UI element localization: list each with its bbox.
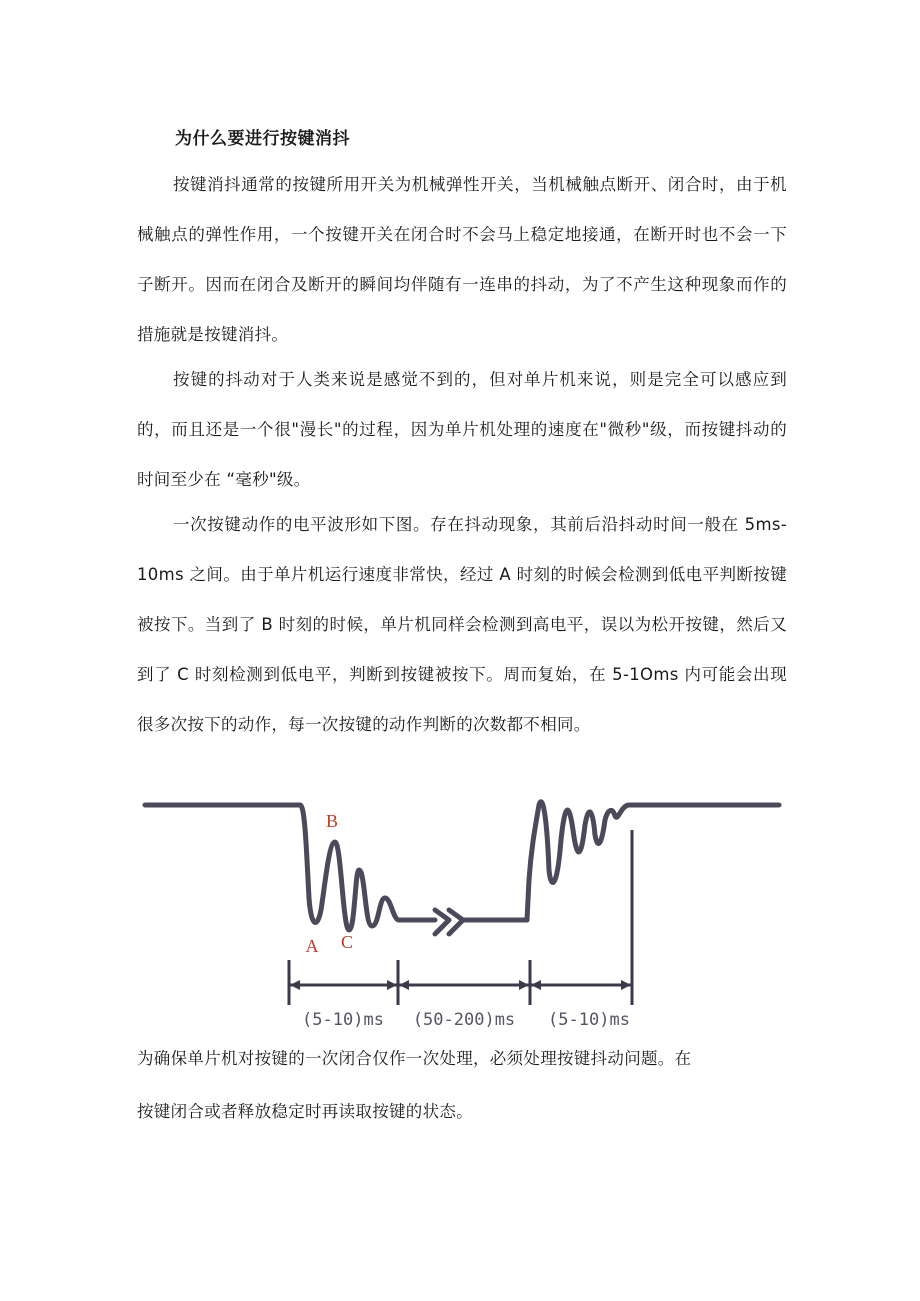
time-break-mark-1 — [435, 910, 449, 934]
bounce-waveform-diagram — [137, 780, 787, 1035]
paragraph-waveform-explanation: 一次按键动作的电平波形如下图。存在抖动现象，其前后沿抖动时间一般在 5ms-10ms 之间。由于单片机运行速度非常快，经过 A 时刻的时候会检测到低电平判断按键被按下。当到了 B 时刻的时候，单片机同样会检测到高电平，误以为松开按键，然后又到了 C 时刻检测到低电平，判断到按键被按下。周而复始，在 5-1Oms 内可能会出现很多次按下的动作，每一次按键的动作判断的次数都不相同。 — [137, 515, 787, 734]
arrowhead — [399, 980, 409, 990]
arrowhead — [290, 980, 300, 990]
arrowhead — [531, 980, 541, 990]
arrowhead — [621, 980, 631, 990]
interval-label-1: (5-10)ms — [302, 1010, 384, 1030]
caption-line-1: 为确保单片机对按键的一次闭合仅作一次处理，必须处理按键抖动问题。在 — [137, 1049, 692, 1068]
waveform-release-bounce — [527, 802, 779, 920]
interval-label-3: (5-10)ms — [548, 1010, 630, 1030]
label-b: B — [325, 811, 339, 831]
time-break-mark-2 — [449, 910, 463, 934]
paragraph-definition: 按键消抖通常的按键所用开关为机械弹性开关，当机械触点断开、闭合时，由于机械触点的弹性作用，一个按键开关在闭合时不会马上稳定地接通，在断开时也不会一下子断开。因而在闭合及断开的瞬间均伴随有一连串的抖动，为了不产生这种现象而作的措施就是按键消抖。 — [137, 175, 787, 344]
caption-line-2: 按键闭合或者释放稳定时再读取按键的状态。 — [137, 1102, 473, 1121]
waveform-trace — [145, 805, 399, 930]
arrowhead — [387, 980, 397, 990]
arrowhead — [519, 980, 529, 990]
label-c: C — [340, 932, 354, 952]
paragraph-perception: 按键的抖动对于人类来说是感觉不到的，但对单片机来说，则是完全可以感应到的，而且还是一个很"漫长"的过程，因为单片机处理的速度在"微秒"级，而按键抖动的时间至少在 “毫秒"级。 — [137, 370, 787, 489]
section-heading: 为什么要进行按键消抖 — [175, 129, 350, 149]
interval-label-2: (50-200)ms — [412, 1010, 516, 1030]
label-a: A — [305, 936, 319, 956]
